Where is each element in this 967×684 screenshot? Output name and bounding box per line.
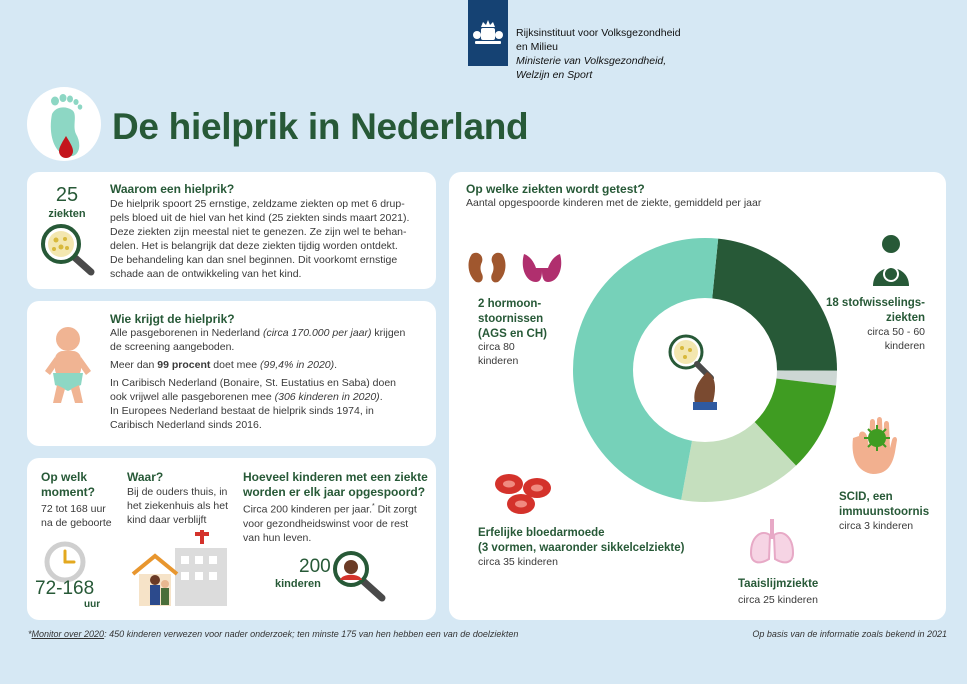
footer-source-note: Op basis van de informatie zoals bekend in 2021 — [752, 629, 947, 639]
diseases-subheading: Aantal opgespoorde kinderen met de ziekte, gemiddeld per jaar — [466, 197, 762, 209]
children-count: 200 — [299, 556, 331, 577]
who-text — [110, 326, 430, 432]
who-p1-line1: Alle pasgeborenen in Nederland (circa 170.000 per jaar) krijgen — [110, 327, 406, 339]
card-who — [27, 301, 436, 446]
hormone-title: 2 hormoon- stoornissen (AGS en CH) — [478, 298, 547, 340]
ministry-line-1: Ministerie van Volksgezondheid, — [516, 55, 667, 67]
foot-with-blood-drop-icon — [26, 84, 102, 168]
monitor-2020-link[interactable]: Monitor over 2020 — [31, 629, 105, 639]
who-p4-line2: Caribisch Nederland sinds 2016. — [110, 419, 262, 431]
why-line: De behandeling kan dan snel beginnen. Dit voorkomt ernstige — [110, 254, 398, 266]
hormone-count: circa 80 kinderen — [478, 341, 519, 367]
diseases-heading: Op welke ziekten wordt getest? — [466, 182, 645, 196]
disease-count-label: ziekten — [48, 208, 86, 220]
who-p3-line1: In Caribisch Nederland (Bonaire, St. Eustatius en Saba) doen — [110, 377, 396, 389]
why-heading: Waarom een hielprik? — [110, 182, 235, 196]
hand-virus-icon — [847, 414, 905, 478]
why-line: schade aan de ontwikkeling van het kind. — [110, 268, 302, 280]
why-text — [110, 197, 430, 281]
cf-title: Taaislijmziekte — [738, 578, 819, 590]
when-text: 72 tot 168 uur na de geboorte — [41, 503, 112, 529]
disease-count: 25 — [55, 184, 79, 206]
who-p2: Meer dan 99 procent doet mee (99,4% in 2020). — [110, 359, 338, 371]
children-count-label: kinderen — [275, 578, 321, 590]
kidney-thyroid-icon — [466, 248, 562, 290]
magnifier-blood-sample-icon — [39, 222, 99, 278]
baby-icon — [41, 323, 95, 407]
cf-count: circa 25 kinderen — [738, 594, 818, 606]
howmany-text: Circa 200 kinderen per jaar.* Dit zorgt voor gezondheidswinst voor de rest van hun leven. — [243, 503, 417, 544]
home-and-hospital-icon — [131, 530, 235, 608]
footnote: *Monitor over 2020: 450 kinderen verwezen voor nader onderzoek; ten minste 175 van hen hebben een van de doelziekten — [28, 629, 519, 639]
why-line: delen. Het is belangrijk dat deze ziekten tijdig worden ontdekt. — [110, 240, 398, 252]
hours-range: 72-168 — [35, 578, 95, 599]
red-blood-cells-icon — [493, 470, 555, 516]
when-heading: Op welk moment? — [41, 470, 95, 499]
card-diseases — [449, 172, 946, 620]
anemia-count: circa 35 kinderen — [478, 556, 558, 568]
who-p3-line2: ook vrijwel alle pasgeborenen mee (306 kinderen in 2020). — [110, 391, 383, 403]
who-p1-line2: de screening aangeboden. — [110, 341, 235, 353]
scid-title: SCID, een immuunstoornis — [839, 491, 930, 518]
why-line: De hielprik spoort 25 ernstige, zeldzame ziekten op met 6 drup- — [110, 198, 405, 210]
lungs-icon — [747, 517, 797, 569]
magnifier-child-icon — [332, 550, 390, 608]
card-when-where-howmany — [27, 458, 436, 620]
where-text: Bij de ouders thuis, in het ziekenhuis als het kind daar verblijft — [127, 486, 228, 526]
metabolic-title: 18 stofwisselings- ziekten — [825, 297, 925, 324]
scid-count: circa 3 kinderen — [839, 520, 914, 532]
organization-name — [516, 26, 681, 82]
anemia-title: Erfelijke bloedarmoede (3 vormen, waaronder sikkelcelziekte) — [478, 527, 685, 554]
howmany-heading: Hoeveel kinderen met een ziekte worden er elk jaar opgespoord? — [243, 470, 428, 499]
crown-emblem-icon — [468, 0, 508, 66]
page-title: De hielprik in Nederland — [112, 106, 529, 147]
ministry-line-2: Welzijn en Sport — [516, 69, 593, 81]
who-p4-line1: In Europees Nederland bestaat de hielprik sinds 1974, in — [110, 405, 374, 417]
card-why — [27, 172, 436, 289]
org-line-1: Rijksinstituut voor Volksgezondheid — [516, 27, 681, 39]
government-logo — [468, 0, 508, 66]
person-metabolism-icon — [871, 232, 911, 288]
org-line-2: en Milieu — [516, 41, 559, 53]
where-heading: Waar? — [127, 470, 164, 484]
metabolic-count: circa 50 - 60 kinderen — [867, 326, 925, 352]
why-line: Deze ziekten zijn meestal niet te genezen. Ze zijn wel te behan- — [110, 226, 407, 238]
why-line: pels bloed uit de hiel van het kind (25 ziekten sinds maart 2021). — [110, 212, 410, 224]
hours-unit: uur — [84, 599, 101, 610]
who-heading: Wie krijgt de hielprik? — [110, 312, 235, 326]
